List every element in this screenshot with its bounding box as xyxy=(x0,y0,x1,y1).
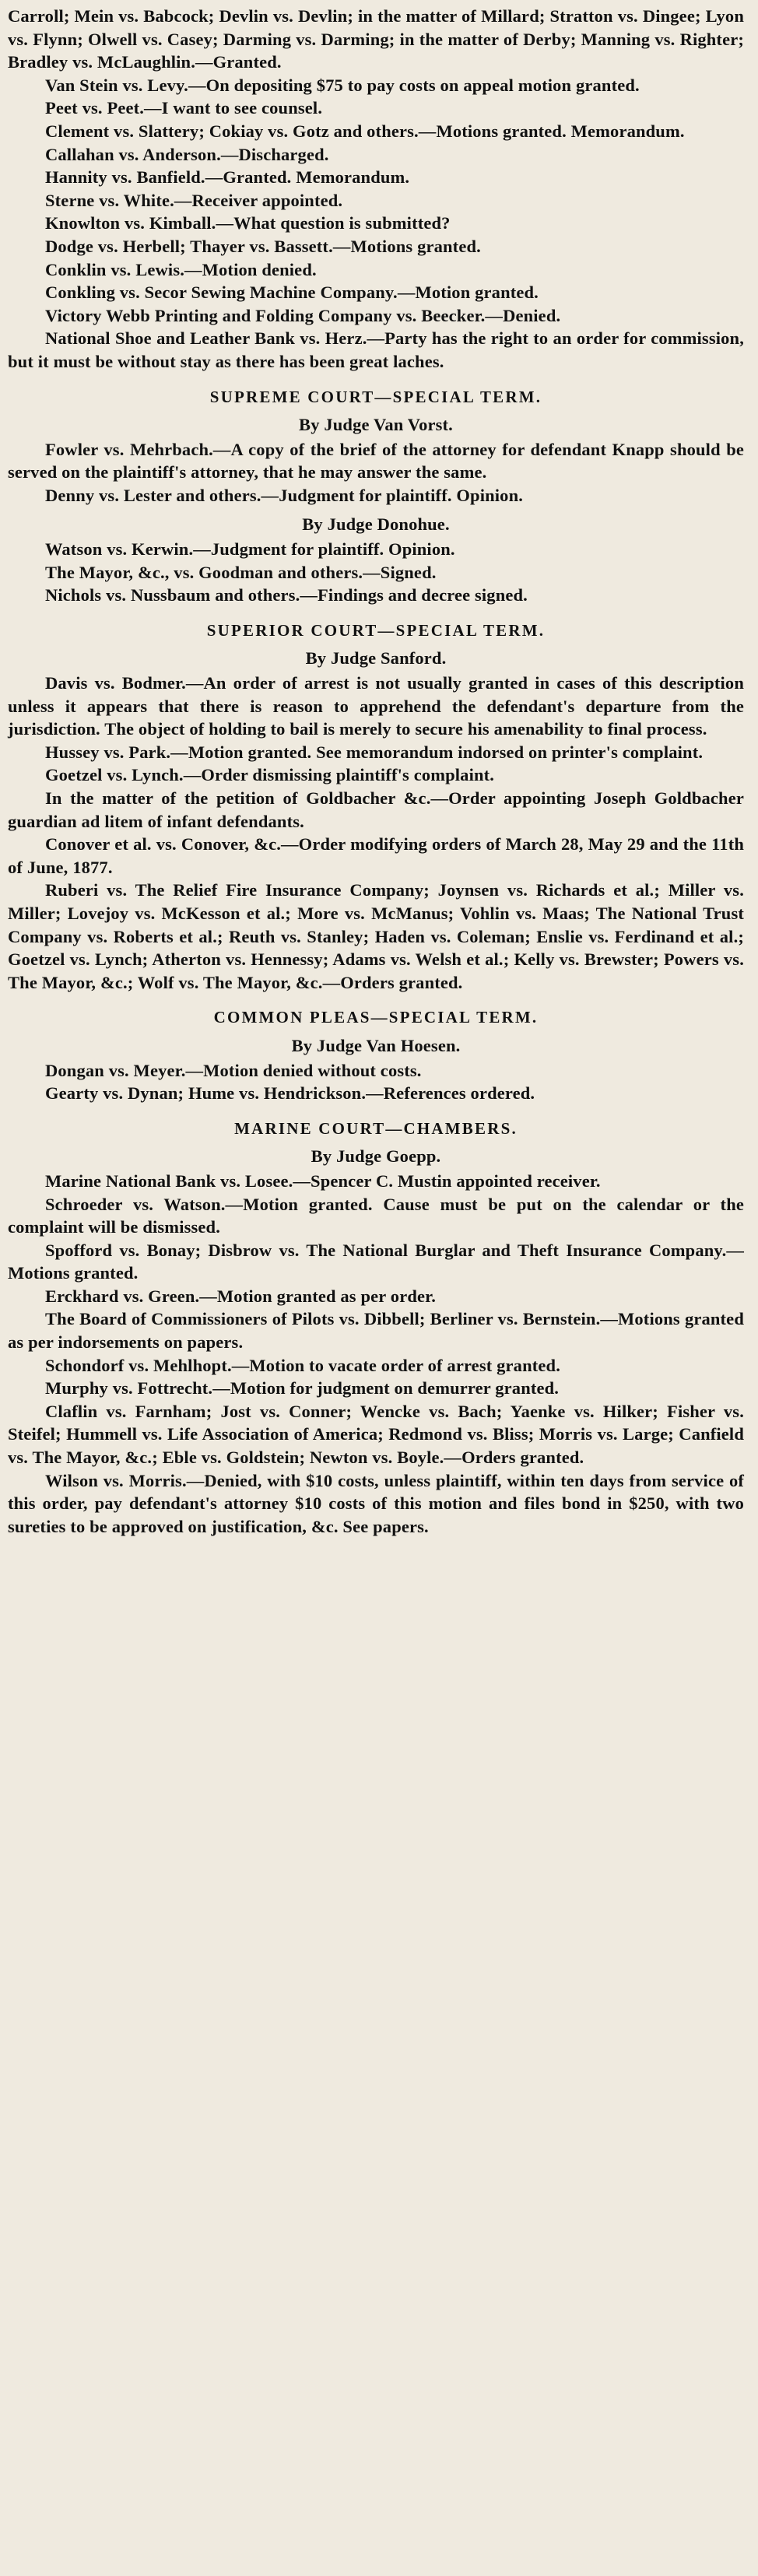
case-entry: Peet vs. Peet.—I want to see counsel. xyxy=(45,98,323,118)
case-entry: Schroeder vs. Watson.—Motion granted. Cause must be put on the calendar or the complaint will be dismissed. xyxy=(8,1194,744,1237)
case-entry: Marine National Bank vs. Losee.—Spencer C. Mustin appointed receiver. xyxy=(45,1170,601,1191)
case-entry: Victory Webb Printing and Folding Company vs. Beecker.—Denied. xyxy=(45,305,561,325)
section-heading: MARINE COURT—CHAMBERS. xyxy=(234,1118,518,1138)
case-entry: National Shoe and Leather Bank vs. Herz.—Party has the right to an order for commission, but it must be without stay as there has been great laches. xyxy=(8,328,744,371)
case-entry: Fowler vs. Mehrbach.—A copy of the brief of the attorney for defendant Knapp should be served on the plaintiff's attorney, that he may answer the same. xyxy=(8,439,744,483)
opening-items xyxy=(8,74,744,374)
case-entry: Conklin vs. Lewis.—Motion denied. xyxy=(45,259,317,279)
case-entry: Dongan vs. Meyer.—Motion denied without costs. xyxy=(45,1060,422,1080)
judge-line: By Judge Van Vorst. xyxy=(299,415,453,435)
case-entry: Spofford vs. Bonay; Disbrow vs. The National Burglar and Theft Insurance Company.—Motions granted. xyxy=(8,1240,744,1283)
case-entry: Clement vs. Slattery; Cokiay vs. Gotz and others.—Motions granted. Memorandum. xyxy=(45,121,685,141)
case-entry: Denny vs. Lester and others.—Judgment for plaintiff. Opinion. xyxy=(45,485,524,505)
case-entry: Van Stein vs. Levy.—On depositing $75 to pay costs on appeal motion granted. xyxy=(45,75,640,95)
case-entry: Ruberi vs. The Relief Fire Insurance Company; Joynsen vs. Richards et al.; Miller vs. Miller; Lovejoy vs. McKesson et al.; More vs. McManus; Vohlin vs. Maas; The National Trust Company vs. Roberts et al.; Reuth vs. Stanley; Haden vs. Coleman; Enslie vs. Ferdinand et al.; Goetzel vs. Lynch; Atherton vs. Hennessy; Adams vs. Welsh et al.; Kelly vs. Brewster; Powers vs. The Mayor, &c.; Wolf vs. The Mayor, &c.—Orders granted. xyxy=(8,880,744,992)
case-entry: In the matter of the petition of Goldbacher &c.—Order appointing Joseph Goldbacher guardian ad litem of infant defendants. xyxy=(8,788,744,831)
case-entry: Knowlton vs. Kimball.—What question is submitted? xyxy=(45,213,451,233)
case-entry: Hannity vs. Banfield.—Granted. Memorandum. xyxy=(45,167,410,188)
court-section xyxy=(8,619,744,995)
case-entry: The Mayor, &c., vs. Goodman and others.—Signed. xyxy=(45,562,437,582)
case-entry: Schondorf vs. Mehlhopt.—Motion to vacate order of arrest granted. xyxy=(45,1355,560,1375)
judge-line: By Judge Goepp. xyxy=(311,1146,441,1167)
judge-line: By Judge Donohue. xyxy=(302,514,450,535)
case-entry: Gearty vs. Dynan; Hume vs. Hendrickson.—References ordered. xyxy=(45,1083,535,1104)
case-entry: Wilson vs. Morris.—Denied, with $10 costs, unless plaintiff, within ten days from service of this order, pay defendant's attorney $10 costs of this motion and files bond in $250, with two sureties to be approved on justification, &c. See papers. xyxy=(8,1470,744,1536)
case-entry: Erckhard vs. Green.—Motion granted as per order. xyxy=(45,1286,436,1306)
judge-line: By Judge Van Hoesen. xyxy=(291,1035,461,1055)
court-section xyxy=(8,513,744,606)
case-entry: Nichols vs. Nussbaum and others.—Findings and decree signed. xyxy=(45,585,528,605)
court-sections xyxy=(8,386,744,1539)
section-heading: COMMON PLEAS—SPECIAL TERM. xyxy=(213,1008,539,1027)
case-entry: Conover et al. vs. Conover, &c.—Order modifying orders of March 28, May 29 and the 11th of June, 1877. xyxy=(8,834,744,877)
section-heading: SUPERIOR COURT—SPECIAL TERM. xyxy=(206,620,546,640)
case-entry: Claflin vs. Farnham; Jost vs. Conner; Wencke vs. Bach; Yaenke vs. Hilker; Fisher vs. Steifel; Hummell vs. Life Association of America; Redmond vs. Bliss; Morris vs. Large; Canfield vs. The Mayor, &c.; Eble vs. Goldstein; Newton vs. Boyle.—Orders granted. xyxy=(8,1401,744,1468)
case-entry: Sterne vs. White.—Receiver appointed. xyxy=(45,190,343,210)
case-entry: Callahan vs. Anderson.—Discharged. xyxy=(45,144,329,164)
case-entry: Watson vs. Kerwin.—Judgment for plaintiff. Opinion. xyxy=(45,539,455,560)
case-entry: Hussey vs. Park.—Motion granted. See memorandum indorsed on printer's complaint. xyxy=(45,742,704,762)
case-entry: Dodge vs. Herbell; Thayer vs. Bassett.—Motions granted. xyxy=(45,236,481,256)
opening-paragraph: Carroll; Mein vs. Babcock; Devlin vs. Devlin; in the matter of Millard; Stratton vs. Dingee; Lyon vs. Flynn; Olwell vs. Casey; Darming vs. Darming; in the matter of Derby; Manning vs. Righter; Bradley vs. McLaughlin.—Granted. xyxy=(8,6,744,72)
case-entry: Murphy vs. Fottrecht.—Motion for judgment on demurrer granted. xyxy=(45,1378,560,1399)
judge-line: By Judge Sanford. xyxy=(305,648,447,669)
court-section xyxy=(8,1118,744,1539)
case-entry: Conkling vs. Secor Sewing Machine Company.—Motion granted. xyxy=(45,283,539,303)
case-entry: Goetzel vs. Lynch.—Order dismissing plaintiff's complaint. xyxy=(45,765,495,785)
court-section xyxy=(8,386,744,507)
section-heading: SUPREME COURT—SPECIAL TERM. xyxy=(209,387,542,406)
case-entry: The Board of Commissioners of Pilots vs. Dibbell; Berliner vs. Bernstein.—Motions granted as per indorsements on papers. xyxy=(8,1309,744,1353)
case-entry: Davis vs. Bodmer.—An order of arrest is not usually granted in cases of this description unless it appears that there is reason to apprehend the defendant's departure from the jurisdiction. The object of holding to bail is merely to secure his amenability to final process. xyxy=(8,673,744,739)
court-section xyxy=(8,1006,744,1104)
